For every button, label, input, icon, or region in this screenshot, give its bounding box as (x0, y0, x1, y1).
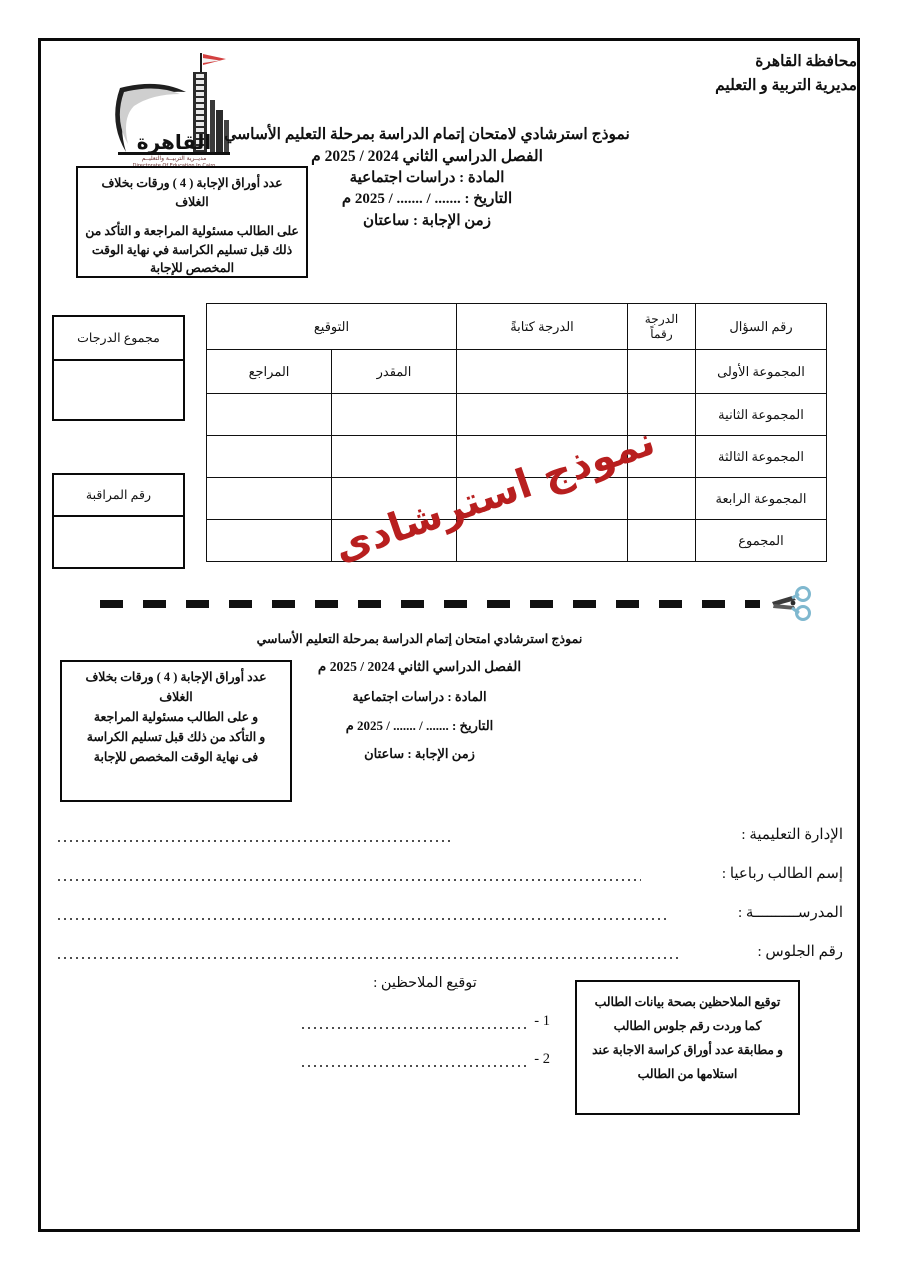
row-numeric-3[interactable] (628, 436, 696, 478)
row-written-2[interactable] (457, 394, 628, 436)
field-input-student-name[interactable] (56, 869, 641, 883)
grades-table (206, 303, 827, 562)
notice-bottom-line-3: و على الطالب مسئولية المراجعة (93, 710, 259, 725)
cut-line (100, 600, 790, 609)
row-numeric-4[interactable] (628, 478, 696, 520)
field-school[interactable] (56, 896, 843, 922)
watch-number-label: رقم المراقبة (54, 475, 183, 517)
row-label-2: المجموعة الثانية (696, 394, 827, 436)
row-assessor-total[interactable] (332, 520, 457, 562)
field-label-school: المدرســــــــــة : (738, 905, 843, 921)
signature-section-title: توقيع الملاحظين : (373, 975, 477, 991)
notice-line-5: المخصص للإجابة (149, 261, 235, 276)
observers-line-3: و مطابقة عدد أوراق كراسة الاجابة عند (592, 1042, 783, 1057)
header-assessor: المقدر (332, 350, 457, 394)
header-grade-numeric (628, 304, 696, 350)
notice-bottom-line-4: و التأكد من ذلك قبل تسليم الكراسة (86, 730, 266, 745)
field-student-name[interactable] (56, 857, 843, 883)
exam-title-line-bottom: نموذج استرشادي امتحان إتمام الدراسة بمرحلة التعليم الأساسي (256, 632, 583, 646)
table-row (207, 394, 827, 436)
governorate-name: محافظة القاهرة (755, 53, 857, 70)
cut-line-dashes (100, 600, 760, 608)
exam-date-line: التاريخ : ....... / ....... / 2025 م (341, 191, 513, 208)
signature-number-1: 1 - (534, 1013, 550, 1029)
field-seat-number[interactable] (56, 935, 843, 961)
watch-number-box (52, 473, 185, 569)
table-row-total (207, 520, 827, 562)
signature-row-2[interactable] (300, 1046, 550, 1068)
student-info-fields (56, 818, 843, 974)
total-grades-value[interactable] (54, 361, 183, 419)
exam-duration-line-bottom: زمن الإجابة : ساعتان (364, 746, 475, 762)
row-numeric-total[interactable] (628, 520, 696, 562)
notice-line-2: الغلاف (175, 194, 209, 209)
signature-input-1[interactable] (300, 1018, 527, 1030)
row-reviewer-2[interactable] (207, 394, 332, 436)
exam-subject-line: المادة : دراسات اجتماعية (349, 170, 505, 186)
field-label-student-name: إسم الطالب رباعيا : (721, 866, 843, 882)
governorate-header (715, 50, 857, 98)
header-question-no: رقم السؤال (696, 304, 827, 350)
header-reviewer: المراجع (207, 350, 332, 394)
exam-term-line-bottom: الفصل الدراسي الثاني 2024 / 2025 م (317, 658, 522, 674)
header-grade-numeric-line2: رقماً (650, 326, 673, 341)
field-input-school[interactable] (56, 908, 668, 922)
observers-signature-area (300, 975, 550, 1084)
table-row (207, 436, 827, 478)
watermark-text: نموذج استرشادى (328, 418, 661, 572)
row-label-total: المجموع (696, 520, 827, 562)
scissors-icon (766, 582, 812, 624)
field-educational-administration[interactable] (56, 818, 843, 844)
exam-subject-line-bottom: المادة : دراسات اجتماعية (352, 688, 487, 704)
row-numeric-1[interactable] (628, 350, 696, 394)
observers-confirmation-box (575, 980, 800, 1115)
notice-bottom-line-5: فى نهاية الوقت المخصص للإجابة (93, 750, 259, 765)
row-assessor-2[interactable] (332, 394, 457, 436)
observers-line-4: استلامها من الطالب (637, 1066, 738, 1081)
row-assessor-4[interactable] (332, 478, 457, 520)
table-row (207, 350, 827, 394)
exam-term-line: الفصل الدراسي الثاني 2024 / 2025 م (311, 148, 543, 165)
row-numeric-2[interactable] (628, 394, 696, 436)
field-input-seat-number[interactable] (56, 947, 681, 961)
svg-text:القاهرة: القاهرة (136, 130, 212, 154)
observers-line-2: كما وردت رقم جلوس الطالب (613, 1018, 762, 1033)
table-header-row (207, 304, 827, 350)
row-written-3[interactable] (457, 436, 628, 478)
total-grades-box (52, 315, 185, 421)
header-grade-written: الدرجة كتابةً (457, 304, 628, 350)
signature-number-2: 2 - (534, 1051, 550, 1067)
notice-spacer (85, 211, 299, 222)
notice-line-3: على الطالب مسئولية المراجعة و التأكد من (85, 224, 299, 239)
row-reviewer-total[interactable] (207, 520, 332, 562)
watch-number-value[interactable] (54, 517, 183, 567)
signature-row-1[interactable] (300, 1008, 550, 1030)
header-signature: التوقيع (207, 304, 457, 350)
notice-bottom-line-1: عدد أوراق الإجابة ( 4 ) ورقات بخلاف (85, 670, 267, 684)
signature-input-2[interactable] (300, 1056, 527, 1068)
notice-bottom-line-2: الغلاف (159, 690, 193, 705)
answer-sheets-notice-top (76, 166, 308, 278)
answer-sheets-notice-bottom (60, 660, 292, 802)
exam-date-line-bottom: التاريخ : ....... / ....... / 2025 م (345, 718, 494, 734)
exam-title-line: نموذج استرشادي لامتحان إتمام الدراسة بمرحلة التعليم الأساسي (224, 126, 630, 143)
field-label-educational-administration: الإدارة التعليمية : (741, 827, 843, 843)
exam-duration-line: زمن الإجابة : ساعتان (363, 212, 491, 229)
field-input-educational-administration[interactable] (56, 830, 452, 844)
row-assessor-3[interactable] (332, 436, 457, 478)
notice-line-4: ذلك قبل تسليم الكراسة في نهاية الوقت (91, 242, 293, 257)
header-grade-numeric-line1: الدرجة (644, 311, 679, 326)
svg-text:مديــرية التربيــة والتعليــم: مديــرية التربيــة والتعليــم (141, 155, 207, 162)
table-row (207, 478, 827, 520)
row-label-4: المجموعة الرابعة (696, 478, 827, 520)
row-written-total[interactable] (457, 520, 628, 562)
row-label-3: المجموعة الثالثة (696, 436, 827, 478)
row-written-1[interactable] (457, 350, 628, 394)
notice-line-1: عدد أوراق الإجابة ( 4 ) ورقات بخلاف (101, 176, 283, 190)
row-label-1: المجموعة الأولى (696, 350, 827, 394)
row-reviewer-4[interactable] (207, 478, 332, 520)
directorate-name: مديرية التربية و التعليم (715, 77, 857, 95)
total-grades-label: مجموع الدرجات (54, 317, 183, 361)
observers-line-1: توقيع الملاحظين بصحة بيانات الطالب (594, 995, 781, 1009)
row-reviewer-3[interactable] (207, 436, 332, 478)
row-written-4[interactable] (457, 478, 628, 520)
field-label-seat-number: رقم الجلوس : (757, 944, 843, 960)
